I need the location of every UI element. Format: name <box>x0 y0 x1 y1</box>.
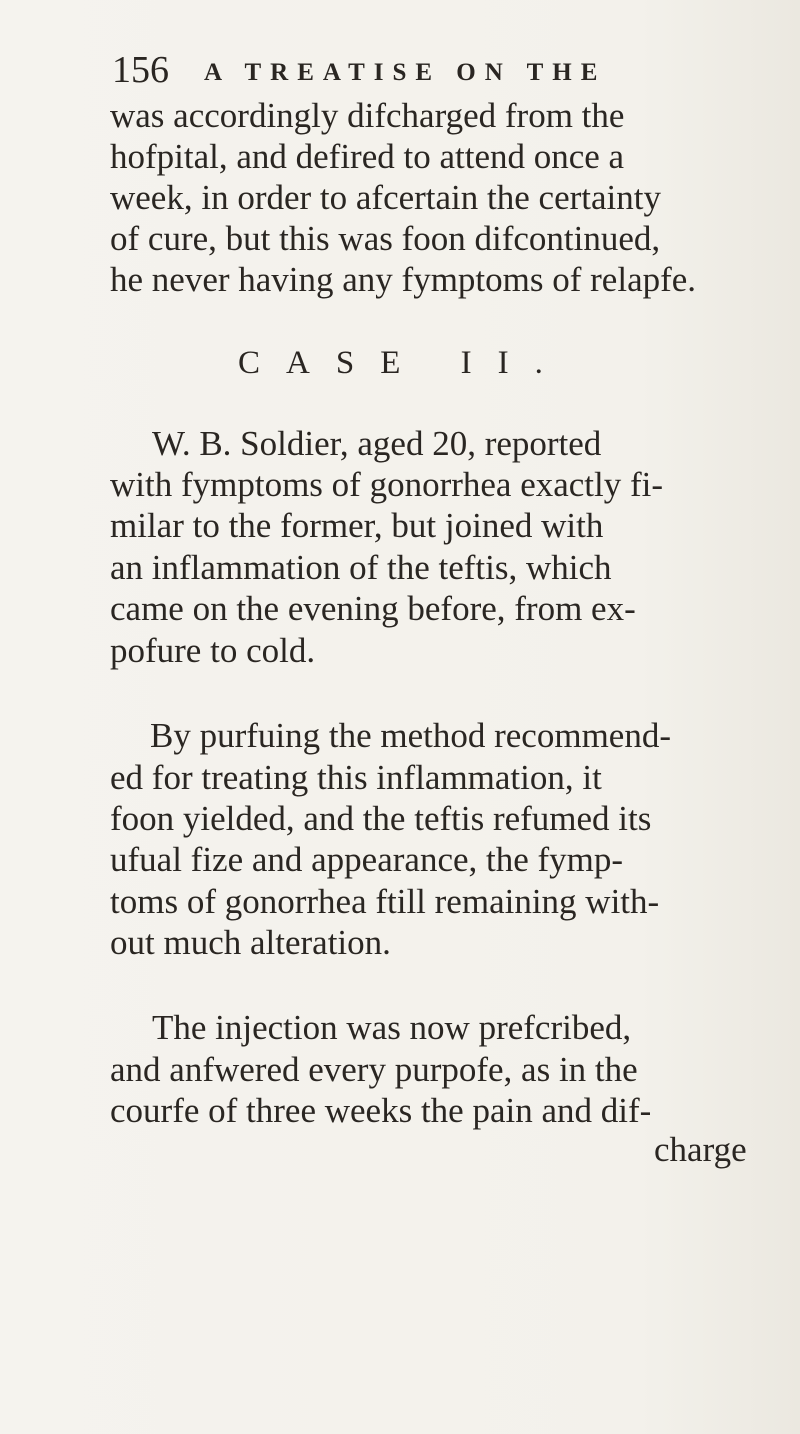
text-line: ufual fize and appearance, the fymp- <box>110 840 624 879</box>
text-line: an inflammation of the teftis, which <box>110 548 612 587</box>
text-line: milar to the former, but joined with <box>110 506 604 545</box>
text-line: W. B. Soldier, aged 20, reported <box>152 424 602 463</box>
text-line: was accordingly difcharged from the <box>110 96 625 135</box>
text-line: week, in order to afcertain the certainty <box>110 178 661 217</box>
text-line: toms of gonorrhea ftill remaining with- <box>110 882 660 921</box>
text-line: with fymptoms of gonorrhea exactly fi- <box>110 465 664 504</box>
text-line: ed for treating this inflammation, it <box>110 758 602 797</box>
text-line: out much alteration. <box>110 923 391 962</box>
text-line: hofpital, and defired to attend once a <box>110 137 625 176</box>
text-line: of cure, but this was foon difcontinued, <box>110 219 661 258</box>
running-head: A TREATISE ON THE <box>204 59 607 86</box>
text-line: came on the evening before, from ex- <box>110 589 636 628</box>
text-line: pofure to cold. <box>110 631 316 670</box>
catchword: charge <box>654 1130 747 1169</box>
page-number: 156 <box>112 49 169 91</box>
text-line: and anfwered every purpofe, as in the <box>110 1050 638 1089</box>
text-line: By purfuing the method recommend- <box>150 716 671 755</box>
text-line: foon yielded, and the teftis refumed its <box>110 799 652 838</box>
text-line: The injection was now prefcribed, <box>152 1008 632 1047</box>
text-line: he never having any fymptoms of relapfe. <box>110 260 697 299</box>
text-line: courfe of three weeks the pain and dif- <box>110 1091 652 1130</box>
case-heading: CASE II. <box>238 345 569 381</box>
